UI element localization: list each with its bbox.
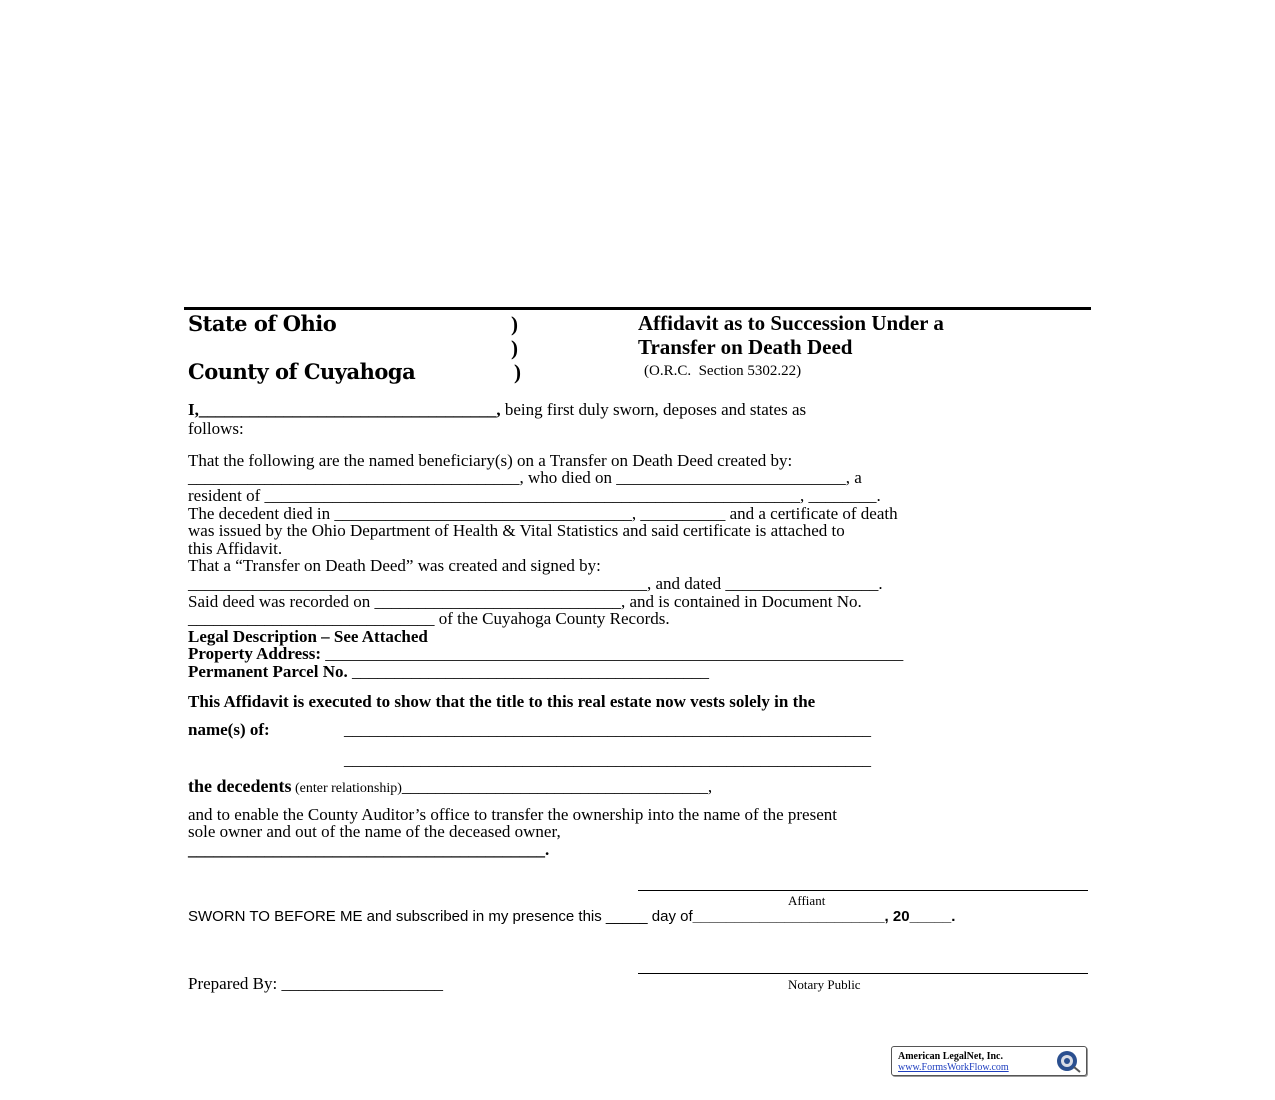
body-line-1: That the following are the named beneficiary(s) on a Transfer on Death Deed created by: [188, 451, 793, 470]
relationship-hint: (enter relationship) [291, 781, 402, 796]
names-blank-2[interactable]: ______________________________________________________________ [344, 750, 871, 769]
names-label: name(s) of: [188, 720, 270, 739]
notary-label: Notary Public [788, 977, 861, 992]
sworn-month-blank[interactable]: _______________________ [692, 908, 885, 925]
body-line-8[interactable]: ______________________________________________________, and dated __________________. [188, 574, 883, 593]
footer-logo[interactable] [891, 1046, 1087, 1076]
body-line-9[interactable]: Said deed was recorded on _____________________________, and is contained in Document No. [188, 592, 862, 611]
form-title-line1: Affidavit as to Succession Under a [638, 311, 944, 335]
sworn-row [188, 909, 955, 924]
logo-company-name: American LegalNet, Inc. [898, 1051, 1003, 1062]
statute-reference: (O.R.C. Section 5302.22) [644, 363, 802, 379]
parcel-row [188, 663, 709, 680]
prepared-by[interactable]: Prepared By: ___________________ [188, 974, 443, 993]
body-line-6: this Affidavit. [188, 539, 283, 558]
affiant-name-blank[interactable]: ___________________________________, [198, 400, 501, 419]
decedents-label: the decedents [188, 776, 292, 796]
vesting-statement: This Affidavit is executed to show that the title to this real estate now vests solely in the [188, 692, 816, 711]
state-label: State of Ohio [188, 311, 337, 336]
property-address-label: Property Address: [188, 644, 322, 663]
affiant-signature-line[interactable] [638, 890, 1088, 891]
closing-line-2: sole owner and out of the name of the deceased owner, [188, 822, 561, 841]
parcel-blank[interactable]: __________________________________________ [347, 662, 709, 681]
globe-icon [1054, 1049, 1082, 1073]
body-line-2[interactable]: _______________________________________, who died on ___________________________, a [188, 468, 862, 487]
relationship-blank[interactable]: ____________________________________, [401, 777, 713, 796]
form-title-line2: Transfer on Death Deed [638, 335, 853, 359]
paren-1: ) [511, 312, 518, 336]
property-address-row [188, 645, 903, 662]
relationship-row [188, 777, 712, 796]
body-line-10[interactable]: _____________________________ of the Cuyahoga County Records. [188, 609, 670, 628]
logo-url-link[interactable]: www.FormsWorkFlow.com [898, 1062, 1009, 1073]
legal-description: Legal Description – See Attached [188, 627, 428, 646]
intro-line [188, 401, 806, 418]
closing-line-1: and to enable the County Auditor’s office to transfer the ownership into the name of the present [188, 805, 837, 824]
body-line-3[interactable]: resident of _______________________________________________________________, ________. [188, 486, 881, 505]
sworn-text: SWORN TO BEFORE ME and subscribed in my presence this _____ day of [188, 908, 693, 925]
notary-signature-line[interactable] [638, 973, 1088, 974]
intro-i: I, [188, 400, 199, 419]
paren-2: ) [511, 336, 518, 360]
intro-line2: follows: [188, 419, 244, 438]
body-line-5: was issued by the Ohio Department of Health & Vital Statistics and said certificate is attached to [188, 521, 845, 540]
header-rule [184, 307, 1091, 310]
body-line-7: That a “Transfer on Death Deed” was created and signed by: [188, 556, 601, 575]
parcel-label: Permanent Parcel No. [188, 662, 348, 681]
intro-text: being first duly sworn, deposes and states as [500, 400, 807, 419]
county-label: County of Cuyahoga [188, 359, 416, 384]
property-address-blank[interactable]: ____________________________________________________________________ [321, 644, 904, 663]
affiant-label: Affiant [788, 893, 826, 908]
deceased-owner-blank[interactable]: __________________________________________. [188, 840, 550, 859]
sworn-year[interactable]: , 20_____. [884, 908, 956, 925]
names-blank-1[interactable]: ______________________________________________________________ [344, 720, 871, 739]
body-line-4[interactable]: The decedent died in ___________________________________, __________ and a certificate of death [188, 504, 898, 523]
paren-3: ) [514, 360, 521, 384]
